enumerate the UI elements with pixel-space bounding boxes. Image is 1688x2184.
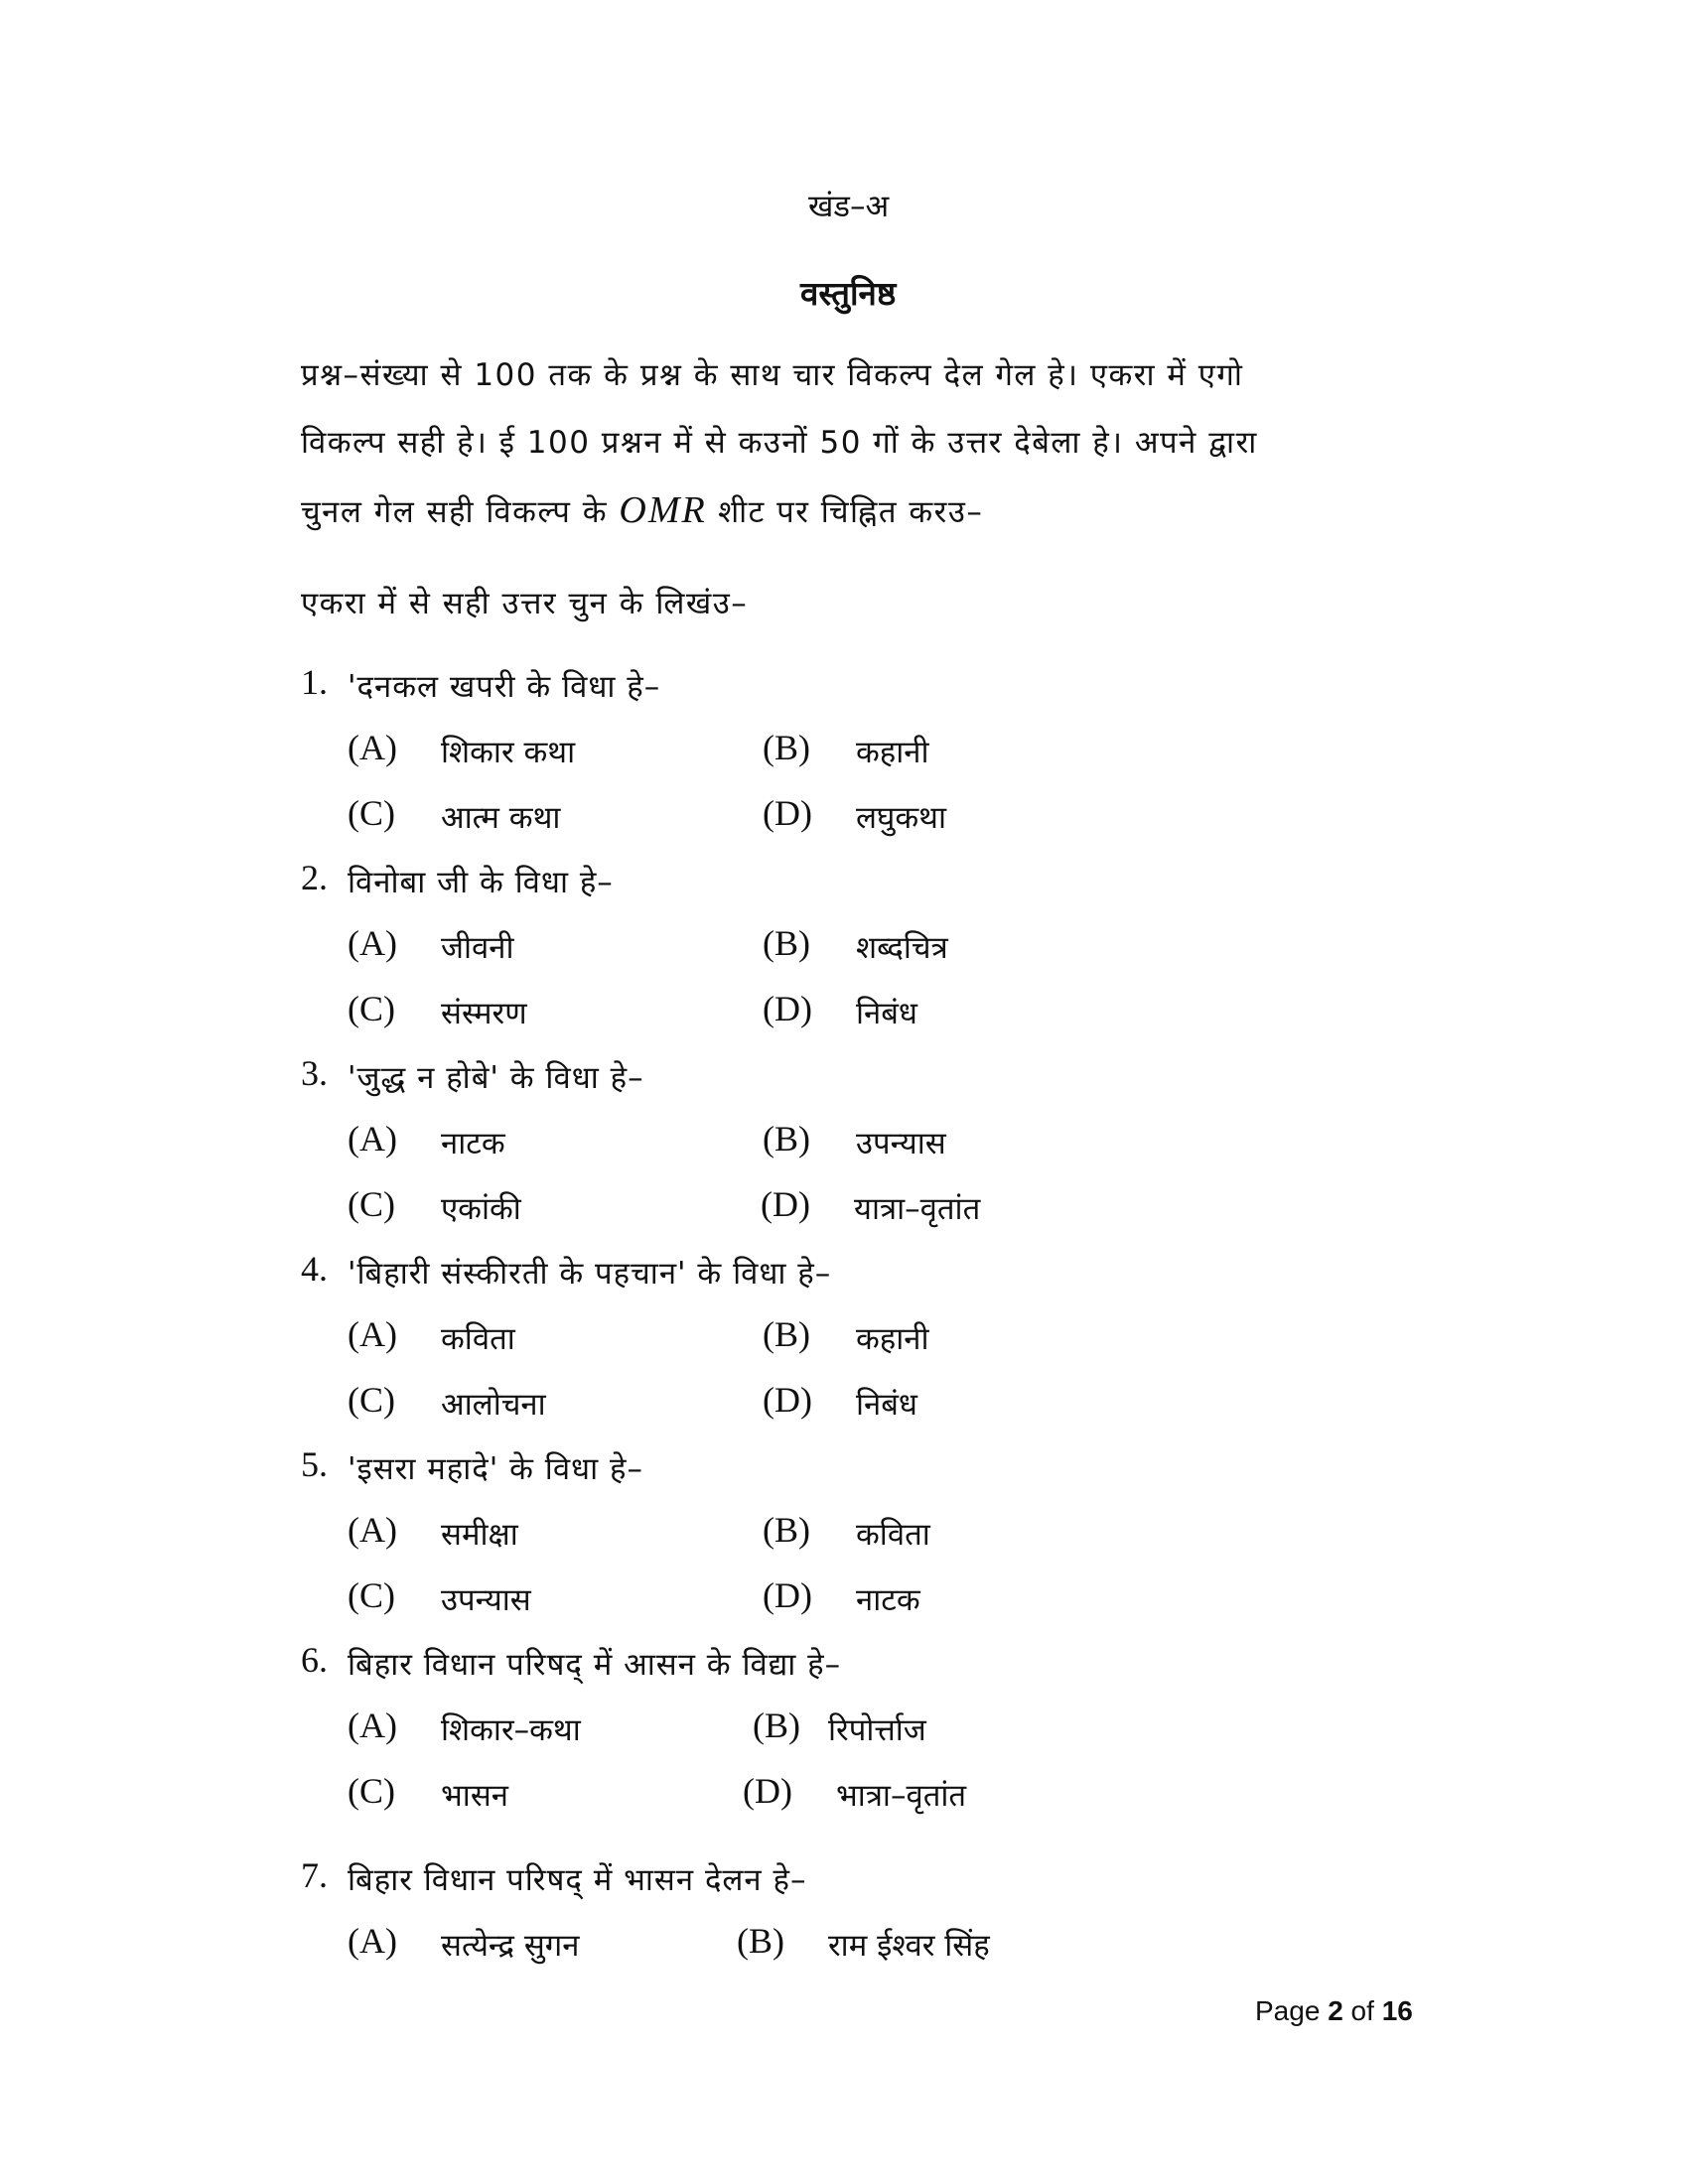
of-word: of xyxy=(1350,1995,1374,2026)
option-b-text: कहानी xyxy=(856,1321,929,1357)
option-b-label: (B) xyxy=(763,923,810,963)
question-text: 'बिहारी संस्कीरती के पहचान' के विधा हे– xyxy=(348,1256,832,1292)
option-d-text: यात्रा–वृतांत xyxy=(854,1191,981,1227)
option-b-label: (B) xyxy=(763,1314,810,1354)
option-b-label: (B) xyxy=(763,728,810,767)
instruction-line-3-end: शीट पर चिह्नित करउ– xyxy=(718,494,984,530)
option-a-text: समीक्षा xyxy=(441,1517,518,1553)
instruction-line-3 xyxy=(301,488,983,532)
question-number: 3. xyxy=(301,1053,328,1093)
option-a-label: (A) xyxy=(348,1314,397,1354)
section-title: वस्तुनिष्ठ xyxy=(800,274,897,313)
option-a-label: (A) xyxy=(348,728,397,767)
question-text: 'जुद्ध न होबे' के विधा हे– xyxy=(348,1060,644,1096)
option-a-label: (A) xyxy=(348,923,397,963)
option-b-text: उपन्यास xyxy=(856,1126,946,1161)
option-b-text: शब्दचित्र xyxy=(856,930,948,966)
option-b-label: (B) xyxy=(763,1510,810,1550)
option-b-text: कहानी xyxy=(856,735,929,770)
question-number: 5. xyxy=(301,1444,328,1484)
option-a-label: (A) xyxy=(348,1510,397,1550)
option-a-text: शिकार कथा xyxy=(441,735,576,770)
option-a-text: कविता xyxy=(441,1321,515,1357)
option-c-label: (C) xyxy=(348,989,395,1028)
section-heading: खंड–अ xyxy=(808,189,890,224)
question-text: बिहार विधान परिषद् में भासन देलन हे– xyxy=(348,1862,807,1898)
option-b-label: (B) xyxy=(737,1921,784,1961)
instruction-line-2: विकल्प सही हे। ई 100 प्रश्नन में से कउनों 50 गों के उत्तर देबेला हे। अपने द्वारा xyxy=(301,425,1258,461)
option-b-label: (B) xyxy=(753,1706,800,1745)
option-c-text: एकांकी xyxy=(441,1191,521,1227)
page-total: 16 xyxy=(1381,1995,1413,2026)
option-d-text: भात्रा–वृतांत xyxy=(836,1778,967,1814)
question-number: 6. xyxy=(301,1640,328,1680)
option-c-label: (C) xyxy=(348,793,395,833)
sub-instruction: एकरा में से सही उत्तर चुन के लिखंउ– xyxy=(301,586,749,621)
question-number: 2. xyxy=(301,858,328,897)
option-b-text: कविता xyxy=(856,1517,930,1553)
question-text: 'दनकल खपरी के विधा हे– xyxy=(348,669,661,705)
option-b-label: (B) xyxy=(763,1119,810,1159)
option-d-text: निबंध xyxy=(856,996,917,1031)
page-number xyxy=(1255,1995,1413,2027)
option-d-label: (D) xyxy=(763,1380,812,1420)
option-c-text: भासन xyxy=(441,1778,508,1814)
option-a-text: जीवनी xyxy=(441,930,514,966)
option-d-text: नाटक xyxy=(856,1582,920,1618)
option-c-text: संस्मरण xyxy=(441,996,527,1031)
option-a-text: नाटक xyxy=(441,1126,505,1161)
option-b-text: राम ईश्वर सिंह xyxy=(828,1928,990,1964)
option-d-label: (D) xyxy=(763,793,812,833)
instruction-line-1: प्रश्न–संख्या से 100 तक के प्रश्न के साथ चार विकल्प देल गेल हे। एकरा में एगो xyxy=(301,357,1244,393)
option-c-text: आत्म कथा xyxy=(441,800,561,836)
option-d-label: (D) xyxy=(763,989,812,1028)
question-text: विनोबा जी के विधा हे– xyxy=(348,865,614,900)
question-number: 1. xyxy=(301,662,328,702)
question-number: 4. xyxy=(301,1249,328,1289)
question-text: 'इसरा महादे' के विधा हे– xyxy=(348,1451,643,1487)
page-word: Page xyxy=(1255,1995,1321,2026)
option-c-label: (C) xyxy=(348,1575,395,1615)
option-a-text: शिकार–कथा xyxy=(441,1712,581,1748)
option-d-label: (D) xyxy=(743,1771,792,1811)
option-d-text: लघुकथा xyxy=(856,800,946,836)
question-text: बिहार विधान परिषद् में आसन के विद्या हे– xyxy=(348,1647,842,1683)
option-c-label: (C) xyxy=(348,1380,395,1420)
option-d-text: निबंध xyxy=(856,1387,917,1423)
option-c-text: उपन्यास xyxy=(441,1582,531,1618)
option-a-label: (A) xyxy=(348,1921,397,1961)
omr-label: OMR xyxy=(619,489,707,531)
option-d-label: (D) xyxy=(761,1184,810,1224)
option-a-text: सत्येन्द्र सुगन xyxy=(441,1928,580,1964)
option-c-text: आलोचना xyxy=(441,1387,546,1423)
option-a-label: (A) xyxy=(348,1706,397,1745)
option-a-label: (A) xyxy=(348,1119,397,1159)
option-c-label: (C) xyxy=(348,1184,395,1224)
page-current: 2 xyxy=(1328,1995,1343,2026)
option-c-label: (C) xyxy=(348,1771,395,1811)
instruction-line-3-start: चुनल गेल सही विकल्प के xyxy=(301,494,609,530)
option-d-label: (D) xyxy=(763,1575,812,1615)
question-number: 7. xyxy=(301,1855,328,1895)
option-b-text: रिपोर्त्ताज xyxy=(828,1712,926,1748)
